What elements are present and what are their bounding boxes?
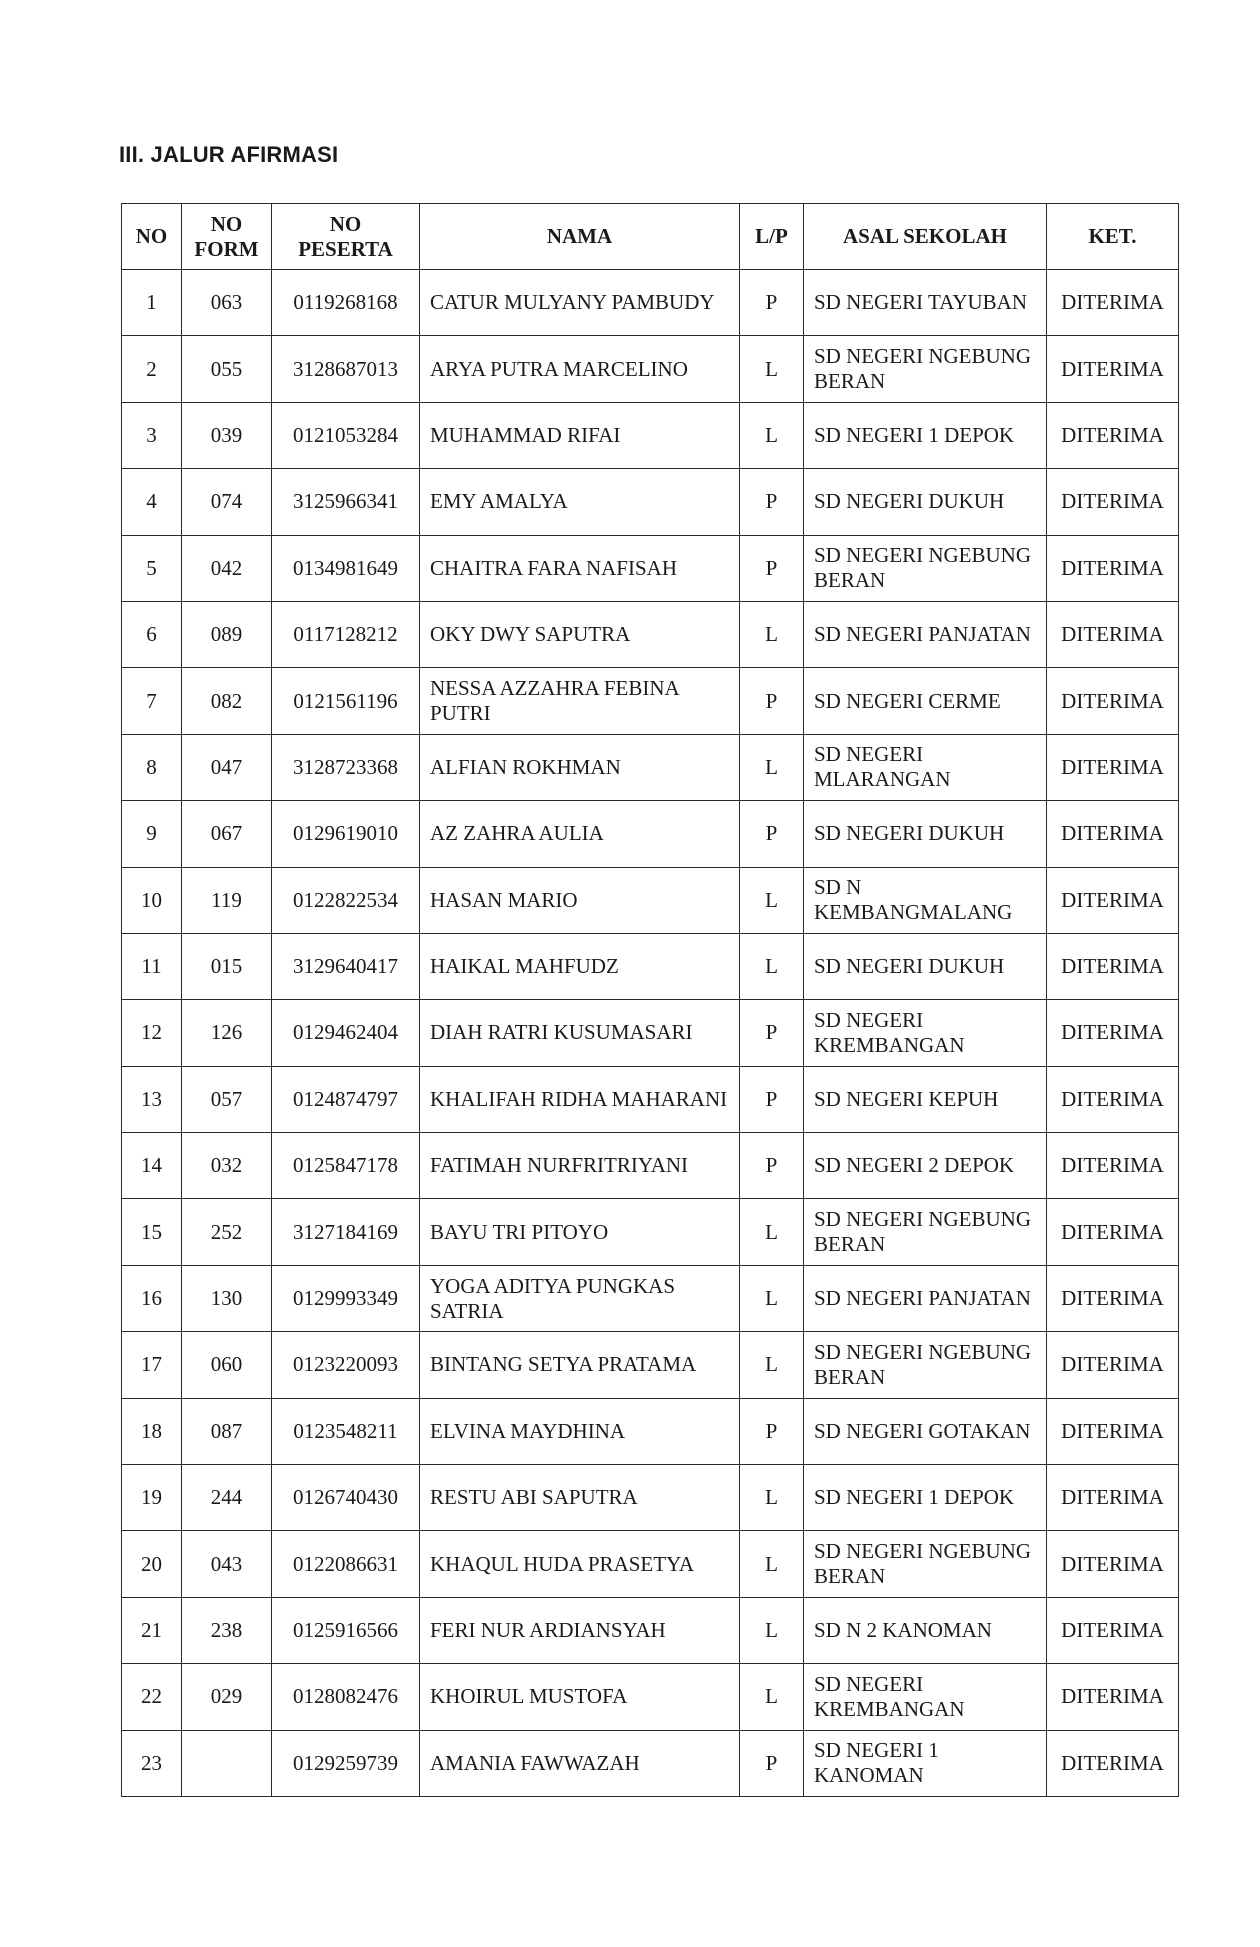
cell-no-peserta: 3129640417: [272, 933, 420, 999]
cell-nama: ARYA PUTRA MARCELINO: [420, 336, 740, 402]
table-row: [122, 1199, 1179, 1265]
cell-ket: DITERIMA: [1047, 1066, 1179, 1132]
cell-asal-sekolah: SD NEGERI 1 DEPOK: [804, 1465, 1047, 1531]
cell-asal-sekolah: SD NEGERI 1 KANOMAN: [804, 1730, 1047, 1796]
table-row: [122, 734, 1179, 800]
table-row: [122, 1066, 1179, 1132]
cell-no: 3: [122, 402, 182, 468]
cell-ket: DITERIMA: [1047, 1465, 1179, 1531]
cell-lp: P: [740, 1133, 804, 1199]
cell-no: 19: [122, 1465, 182, 1531]
cell-nama: CATUR MULYANY PAMBUDY: [420, 270, 740, 336]
cell-nama: MUHAMMAD RIFAI: [420, 402, 740, 468]
admission-table: [121, 203, 1179, 1797]
cell-no-peserta: 0122086631: [272, 1531, 420, 1597]
cell-no-form: 089: [182, 601, 272, 667]
table-row: [122, 1531, 1179, 1597]
cell-no-form: 042: [182, 535, 272, 601]
cell-ket: DITERIMA: [1047, 1133, 1179, 1199]
cell-nama: AMANIA FAWWAZAH: [420, 1730, 740, 1796]
cell-ket: DITERIMA: [1047, 535, 1179, 601]
cell-no: 20: [122, 1531, 182, 1597]
cell-no-peserta: 0124874797: [272, 1066, 420, 1132]
table-row: [122, 1597, 1179, 1663]
cell-nama: EMY AMALYA: [420, 469, 740, 535]
section-title: III. JALUR AFIRMASI: [119, 142, 339, 167]
cell-no-peserta: 0129993349: [272, 1265, 420, 1331]
cell-ket: DITERIMA: [1047, 1531, 1179, 1597]
cell-nama: YOGA ADITYA PUNGKAS SATRIA: [420, 1265, 740, 1331]
cell-ket: DITERIMA: [1047, 1398, 1179, 1464]
cell-ket: DITERIMA: [1047, 1664, 1179, 1730]
table-row: [122, 801, 1179, 867]
cell-lp: P: [740, 801, 804, 867]
cell-lp: L: [740, 867, 804, 933]
header-ket: KET.: [1047, 204, 1179, 270]
cell-no-form: 119: [182, 867, 272, 933]
cell-no: 18: [122, 1398, 182, 1464]
cell-asal-sekolah: SD N 2 KANOMAN: [804, 1597, 1047, 1663]
cell-asal-sekolah: SD NEGERI KREMBANGAN: [804, 1000, 1047, 1066]
cell-no-form: 015: [182, 933, 272, 999]
table-row: [122, 1398, 1179, 1464]
cell-nama: HAIKAL MAHFUDZ: [420, 933, 740, 999]
cell-no: 12: [122, 1000, 182, 1066]
cell-asal-sekolah: SD NEGERI PANJATAN: [804, 1265, 1047, 1331]
cell-asal-sekolah: SD NEGERI 1 DEPOK: [804, 402, 1047, 468]
cell-no-form: 043: [182, 1531, 272, 1597]
cell-no: 6: [122, 601, 182, 667]
cell-lp: L: [740, 1531, 804, 1597]
table-row: [122, 1465, 1179, 1531]
cell-asal-sekolah: SD NEGERI DUKUH: [804, 933, 1047, 999]
table-row: [122, 867, 1179, 933]
cell-no-peserta: 0128082476: [272, 1664, 420, 1730]
cell-asal-sekolah: SD NEGERI GOTAKAN: [804, 1398, 1047, 1464]
cell-no-peserta: 0125847178: [272, 1133, 420, 1199]
cell-asal-sekolah: SD NEGERI CERME: [804, 668, 1047, 734]
cell-no: 21: [122, 1597, 182, 1663]
cell-no: 4: [122, 469, 182, 535]
cell-no: 11: [122, 933, 182, 999]
table-row: [122, 1664, 1179, 1730]
cell-no-form: 126: [182, 1000, 272, 1066]
cell-no-form: 087: [182, 1398, 272, 1464]
cell-no-peserta: 3128723368: [272, 734, 420, 800]
cell-ket: DITERIMA: [1047, 867, 1179, 933]
cell-asal-sekolah: SD NEGERI NGEBUNG BERAN: [804, 535, 1047, 601]
cell-nama: BINTANG SETYA PRATAMA: [420, 1332, 740, 1398]
cell-asal-sekolah: SD N KEMBANGMALANG: [804, 867, 1047, 933]
cell-nama: DIAH RATRI KUSUMASARI: [420, 1000, 740, 1066]
table-row: [122, 601, 1179, 667]
cell-lp: P: [740, 1398, 804, 1464]
cell-asal-sekolah: SD NEGERI NGEBUNG BERAN: [804, 1332, 1047, 1398]
cell-no-form: 244: [182, 1465, 272, 1531]
cell-no-form: 067: [182, 801, 272, 867]
cell-lp: L: [740, 601, 804, 667]
cell-nama: FATIMAH NURFRITRIYANI: [420, 1133, 740, 1199]
cell-no-peserta: 0129259739: [272, 1730, 420, 1796]
cell-ket: DITERIMA: [1047, 270, 1179, 336]
cell-asal-sekolah: SD NEGERI PANJATAN: [804, 601, 1047, 667]
table-body: [122, 270, 1179, 1797]
cell-asal-sekolah: SD NEGERI NGEBUNG BERAN: [804, 1199, 1047, 1265]
header-asal-sekolah: ASAL SEKOLAH: [804, 204, 1047, 270]
cell-ket: DITERIMA: [1047, 601, 1179, 667]
cell-no: 17: [122, 1332, 182, 1398]
cell-no-peserta: 0123220093: [272, 1332, 420, 1398]
cell-asal-sekolah: SD NEGERI DUKUH: [804, 469, 1047, 535]
cell-lp: L: [740, 336, 804, 402]
cell-no-form: [182, 1730, 272, 1796]
table-row: [122, 336, 1179, 402]
cell-no-peserta: 0119268168: [272, 270, 420, 336]
table-row: [122, 1000, 1179, 1066]
cell-nama: ELVINA MAYDHINA: [420, 1398, 740, 1464]
cell-asal-sekolah: SD NEGERI KEPUH: [804, 1066, 1047, 1132]
cell-no-form: 063: [182, 270, 272, 336]
cell-ket: DITERIMA: [1047, 402, 1179, 468]
cell-no: 16: [122, 1265, 182, 1331]
table-header: [122, 204, 1179, 270]
cell-no-peserta: 0129619010: [272, 801, 420, 867]
cell-ket: DITERIMA: [1047, 1597, 1179, 1663]
table-row: [122, 1265, 1179, 1331]
cell-no: 8: [122, 734, 182, 800]
cell-ket: DITERIMA: [1047, 1730, 1179, 1796]
cell-asal-sekolah: SD NEGERI NGEBUNG BERAN: [804, 1531, 1047, 1597]
cell-no-peserta: 3128687013: [272, 336, 420, 402]
header-no-form: NO FORM: [182, 204, 272, 270]
cell-no-peserta: 0126740430: [272, 1465, 420, 1531]
cell-lp: L: [740, 1597, 804, 1663]
table-row: [122, 1133, 1179, 1199]
cell-no-form: 130: [182, 1265, 272, 1331]
cell-no: 1: [122, 270, 182, 336]
cell-nama: KHAQUL HUDA PRASETYA: [420, 1531, 740, 1597]
cell-no: 10: [122, 867, 182, 933]
cell-lp: L: [740, 1265, 804, 1331]
cell-lp: L: [740, 1664, 804, 1730]
cell-nama: RESTU ABI SAPUTRA: [420, 1465, 740, 1531]
cell-ket: DITERIMA: [1047, 801, 1179, 867]
cell-ket: DITERIMA: [1047, 668, 1179, 734]
cell-asal-sekolah: SD NEGERI 2 DEPOK: [804, 1133, 1047, 1199]
cell-no-form: 039: [182, 402, 272, 468]
cell-no: 14: [122, 1133, 182, 1199]
cell-ket: DITERIMA: [1047, 734, 1179, 800]
cell-ket: DITERIMA: [1047, 1332, 1179, 1398]
header-lp: L/P: [740, 204, 804, 270]
table-row: [122, 402, 1179, 468]
table-row: [122, 668, 1179, 734]
cell-no-form: 060: [182, 1332, 272, 1398]
cell-no: 13: [122, 1066, 182, 1132]
table-row: [122, 1332, 1179, 1398]
cell-lp: P: [740, 668, 804, 734]
cell-asal-sekolah: SD NEGERI KREMBANGAN: [804, 1664, 1047, 1730]
cell-asal-sekolah: SD NEGERI NGEBUNG BERAN: [804, 336, 1047, 402]
cell-no-peserta: 3125966341: [272, 469, 420, 535]
cell-asal-sekolah: SD NEGERI MLARANGAN: [804, 734, 1047, 800]
cell-lp: P: [740, 1066, 804, 1132]
table-row: [122, 1730, 1179, 1796]
cell-nama: NESSA AZZAHRA FEBINA PUTRI: [420, 668, 740, 734]
cell-ket: DITERIMA: [1047, 1199, 1179, 1265]
cell-no: 23: [122, 1730, 182, 1796]
cell-no: 15: [122, 1199, 182, 1265]
cell-no-peserta: 0121561196: [272, 668, 420, 734]
cell-nama: FERI NUR ARDIANSYAH: [420, 1597, 740, 1663]
cell-lp: P: [740, 1000, 804, 1066]
cell-nama: KHOIRUL MUSTOFA: [420, 1664, 740, 1730]
cell-nama: ALFIAN ROKHMAN: [420, 734, 740, 800]
cell-no-peserta: 0129462404: [272, 1000, 420, 1066]
cell-no: 5: [122, 535, 182, 601]
header-row: [122, 204, 1179, 270]
cell-lp: L: [740, 1199, 804, 1265]
cell-ket: DITERIMA: [1047, 1265, 1179, 1331]
cell-lp: L: [740, 933, 804, 999]
cell-no-form: 057: [182, 1066, 272, 1132]
cell-no-form: 252: [182, 1199, 272, 1265]
cell-asal-sekolah: SD NEGERI TAYUBAN: [804, 270, 1047, 336]
cell-no-peserta: 0134981649: [272, 535, 420, 601]
cell-no: 9: [122, 801, 182, 867]
cell-lp: L: [740, 1465, 804, 1531]
cell-ket: DITERIMA: [1047, 469, 1179, 535]
cell-no: 22: [122, 1664, 182, 1730]
cell-lp: P: [740, 1730, 804, 1796]
cell-nama: BAYU TRI PITOYO: [420, 1199, 740, 1265]
cell-no-peserta: 3127184169: [272, 1199, 420, 1265]
cell-no-peserta: 0117128212: [272, 601, 420, 667]
cell-ket: DITERIMA: [1047, 1000, 1179, 1066]
cell-no-form: 029: [182, 1664, 272, 1730]
cell-nama: KHALIFAH RIDHA MAHARANI: [420, 1066, 740, 1132]
table-row: [122, 933, 1179, 999]
cell-no-form: 032: [182, 1133, 272, 1199]
cell-ket: DITERIMA: [1047, 336, 1179, 402]
table-row: [122, 469, 1179, 535]
cell-nama: CHAITRA FARA NAFISAH: [420, 535, 740, 601]
cell-no-peserta: 0121053284: [272, 402, 420, 468]
cell-nama: AZ ZAHRA AULIA: [420, 801, 740, 867]
header-nama: NAMA: [420, 204, 740, 270]
cell-lp: L: [740, 734, 804, 800]
cell-no-form: 074: [182, 469, 272, 535]
cell-no: 2: [122, 336, 182, 402]
cell-lp: L: [740, 402, 804, 468]
cell-ket: DITERIMA: [1047, 933, 1179, 999]
cell-no-peserta: 0125916566: [272, 1597, 420, 1663]
cell-lp: P: [740, 535, 804, 601]
cell-no-form: 082: [182, 668, 272, 734]
cell-asal-sekolah: SD NEGERI DUKUH: [804, 801, 1047, 867]
cell-no-peserta: 0122822534: [272, 867, 420, 933]
cell-no-peserta: 0123548211: [272, 1398, 420, 1464]
cell-nama: OKY DWY SAPUTRA: [420, 601, 740, 667]
header-no-peserta: NO PESERTA: [272, 204, 420, 270]
cell-no-form: 047: [182, 734, 272, 800]
table-row: [122, 535, 1179, 601]
cell-lp: L: [740, 1332, 804, 1398]
cell-no: 7: [122, 668, 182, 734]
header-no: NO: [122, 204, 182, 270]
cell-no-form: 055: [182, 336, 272, 402]
cell-no-form: 238: [182, 1597, 272, 1663]
cell-nama: HASAN MARIO: [420, 867, 740, 933]
cell-lp: P: [740, 469, 804, 535]
cell-lp: P: [740, 270, 804, 336]
table-row: [122, 270, 1179, 336]
